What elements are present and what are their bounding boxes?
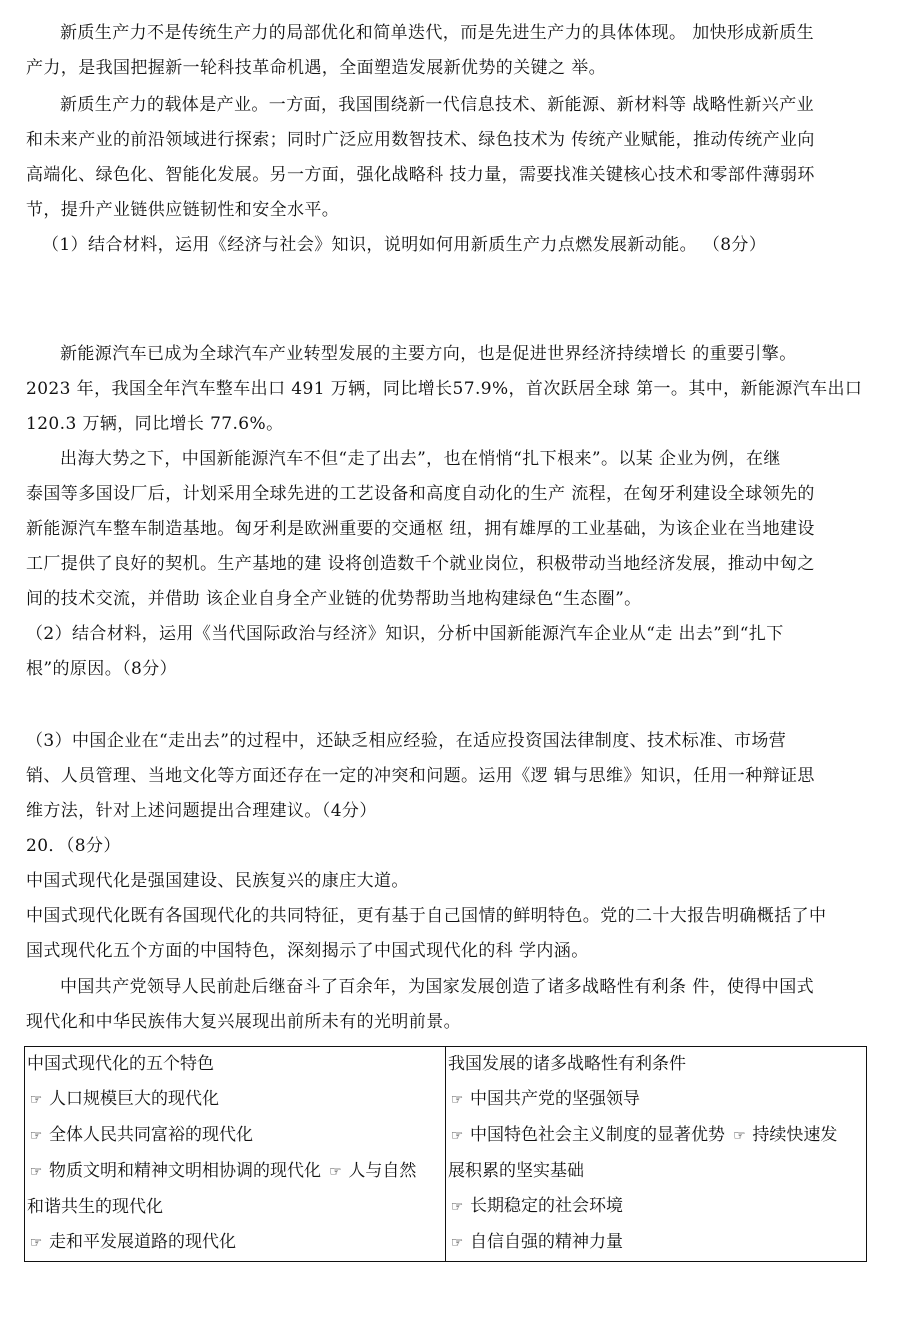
list-item: ☞ 中国共产党的坚强领导 [448,1082,864,1118]
pointing-hand-icon: ☞ [733,1128,746,1144]
question-20-heading: 20．（8分） [26,836,121,856]
paragraph-line: 中国式现代化是强国建设、民族复兴的康庄大道。 [26,871,409,891]
paragraph-line: 高端化、绿色化、智能化发展。另一方面，强化战略科 技力量，需要找准关键核心技术和零部件薄弱环 [26,165,815,185]
pointing-hand-icon: ☞ [329,1164,342,1180]
list-item: ☞ 长期稳定的社会环境 [448,1189,864,1225]
question-2: （2）结合材料，运用《当代国际政治与经济》知识，分析中国新能源汽车企业从“走 出去”到“扎下 [26,624,784,644]
table-header: 中国式现代化的五个特色 [27,1054,214,1074]
question-3: （3）中国企业在“走出去”的过程中，还缺乏相应经验，在适应投资国法律制度、技术标准、市场营 [26,731,787,751]
question-1: （1）结合材料，运用《经济与社会》知识，说明如何用新质生产力点燃发展新动能。 （8分） [42,235,767,255]
question-3-cont: 销、人员管理、当地文化等方面还存在一定的冲突和问题。运用《逻 辑与思维》知识，任用一种辩证思 [26,766,815,786]
paragraph-line: 中国式现代化既有各国现代化的共同特征，更有基于自己国情的鲜明特色。党的二十大报告明确概括了中 [26,906,827,926]
paragraph-line: 120.3 万辆，同比增长 77.6%。 [26,414,284,434]
pointing-hand-icon: ☞ [450,1235,464,1251]
pointing-hand-icon: ☞ [29,1164,43,1180]
paragraph-line: 和未来产业的前沿领域进行探索；同时广泛应用数智技术、绿色技术为 传统产业赋能，推动传统产业向 [26,130,815,150]
question-2-cont: 根”的原因。（8分） [26,659,178,679]
list-item: ☞ 物质文明和精神文明相协调的现代化 ☞ 人与自然 [27,1154,443,1190]
pointing-hand-icon: ☞ [29,1235,43,1251]
pointing-hand-icon: ☞ [450,1199,464,1215]
paragraph-line: 节，提升产业链供应链韧性和安全水平。 [26,200,340,220]
list-item: ☞ 全体人民共同富裕的现代化 [27,1118,443,1154]
paragraph-line: 国式现代化五个方面的中国特色，深刻揭示了中国式现代化的科 学内涵。 [26,941,589,961]
paragraph-line: 2023 年，我国全年汽车整车出口 491 万辆，同比增长57.9%，首次跃居全球 第一。其中，新能源汽车出口 [26,379,863,399]
comparison-table [24,1046,867,1262]
paragraph-line: 新能源汽车整车制造基地。匈牙利是欧洲重要的交通枢 纽，拥有雄厚的工业基础，为该企业在当地建设 [26,519,815,539]
list-item: ☞ 人口规模巨大的现代化 [27,1082,443,1118]
pointing-hand-icon: ☞ [29,1128,43,1144]
list-item: ☞ 走和平发展道路的现代化 [27,1225,443,1261]
paragraph-line: 泰国等多国设厂后，计划采用全球先进的工艺设备和高度自动化的生产 流程，在匈牙利建设全球领先的 [26,484,815,504]
paragraph-line: 中国共产党领导人民前赴后继奋斗了百余年，为国家发展创造了诸多战略性有利条 件，使得中国式 [60,977,815,997]
question-3-cont: 维方法，针对上述问题提出合理建议。（4分） [26,801,377,821]
paragraph-line: 现代化和中华民族伟大复兴展现出前所未有的光明前景。 [26,1012,461,1032]
pointing-hand-icon: ☞ [29,1092,43,1108]
paragraph-line: 间的技术交流，并借助 该企业自身全产业链的优势帮助当地构建绿色“生态圈”。 [26,589,642,609]
table-header: 我国发展的诸多战略性有利条件 [448,1054,686,1074]
pointing-hand-icon: ☞ [450,1128,464,1144]
list-item: ☞ 自信自强的精神力量 [448,1225,864,1261]
table-cell-left [25,1047,446,1262]
paragraph-line: 产力，是我国把握新一轮科技革命机遇，全面塑造发展新优势的关键之 举。 [26,58,607,78]
paragraph-line: 新能源汽车已成为全球汽车产业转型发展的主要方向，也是促进世界经济持续增长 的重要引擎。 [60,344,797,364]
list-item: 和谐共生的现代化 [27,1197,163,1217]
paragraph-line: 工厂提供了良好的契机。生产基地的建 设将创造数千个就业岗位，积极带动当地经济发展，推动中匈之 [26,554,815,574]
pointing-hand-icon: ☞ [450,1092,464,1108]
paragraph-line: 新质生产力的载体是产业。一方面，我国围绕新一代信息技术、新能源、新材料等 战略性新兴产业 [60,95,815,115]
paragraph-line: 出海大势之下，中国新能源汽车不但“走了出去”，也在悄悄“扎下根来”。以某 企业为例，在继 [60,449,781,469]
list-item: ☞ 中国特色社会主义制度的显著优势 ☞ 持续快速发 [448,1118,864,1154]
list-item: 展积累的坚实基础 [448,1161,584,1181]
table-cell-right [446,1047,867,1262]
paragraph-line: 新质生产力不是传统生产力的局部优化和简单迭代，而是先进生产力的具体体现。 加快形成新质生 [60,23,815,43]
